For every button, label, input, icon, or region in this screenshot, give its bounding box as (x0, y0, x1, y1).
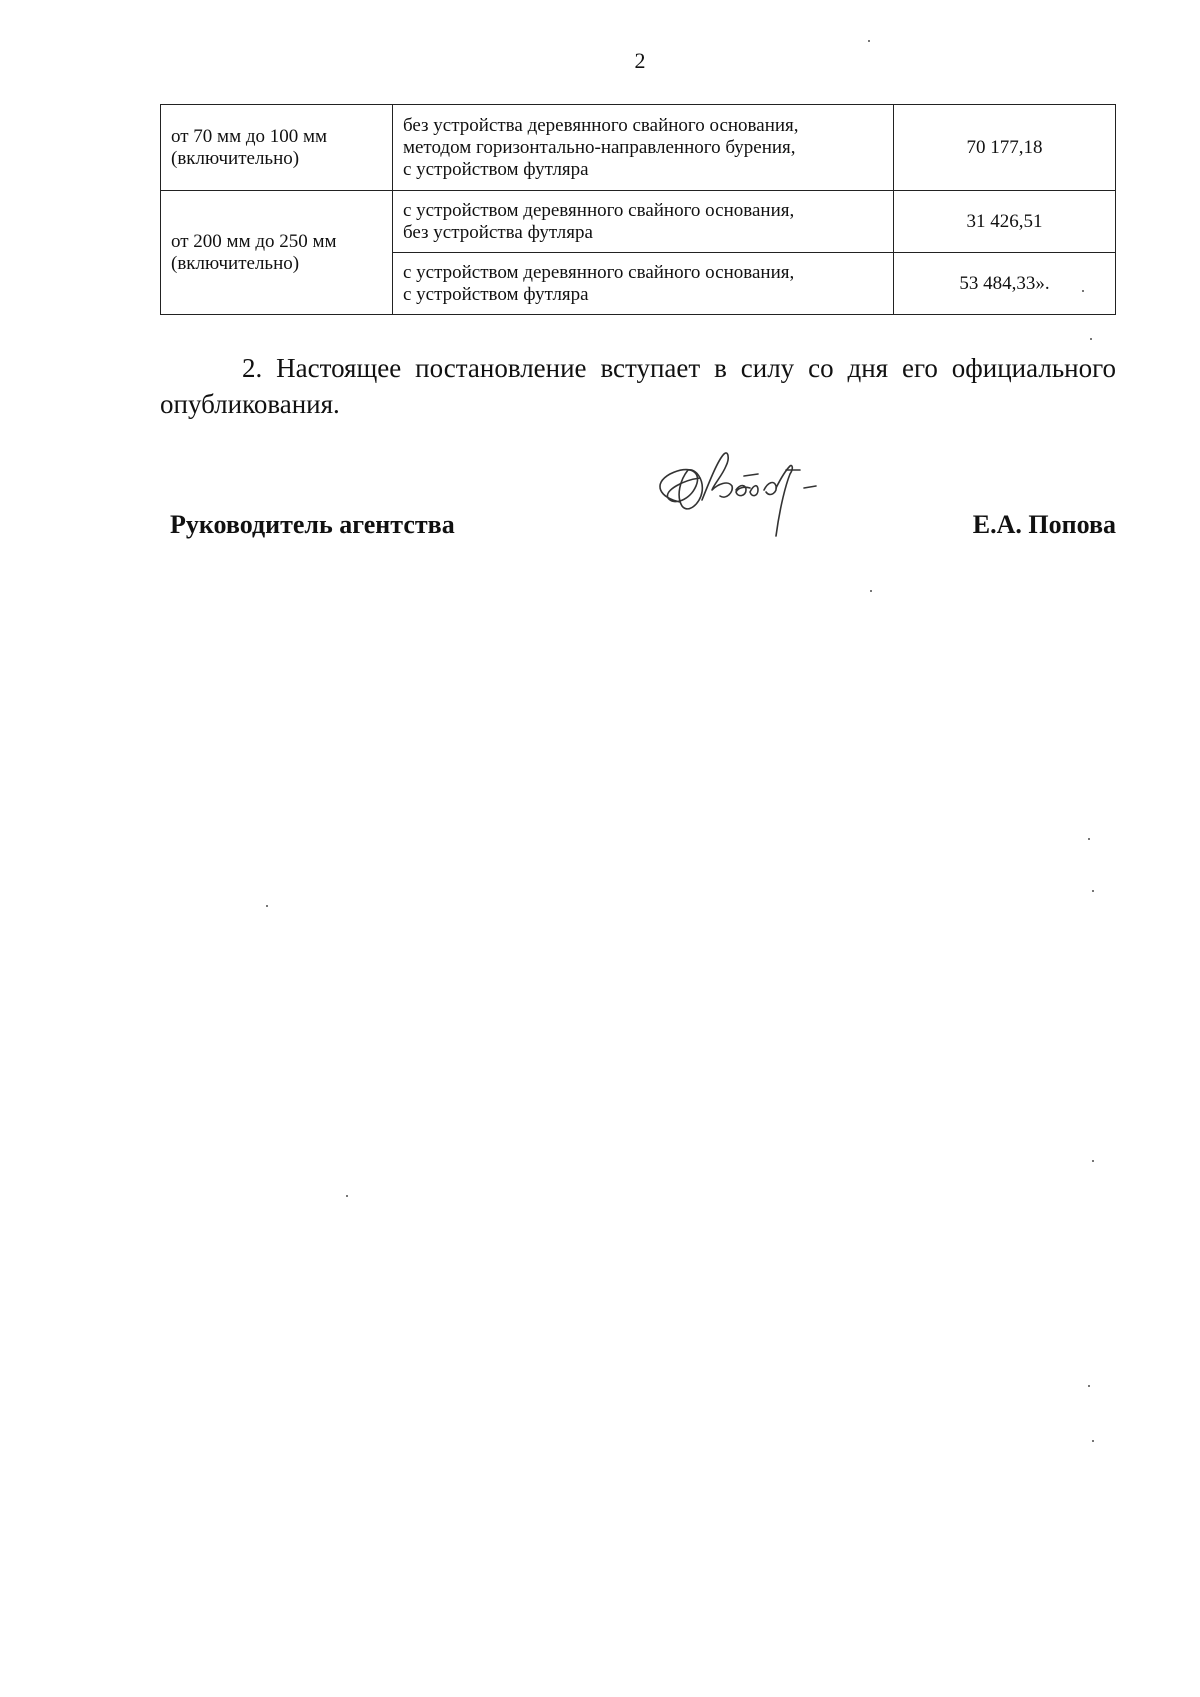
method-line: без устройства деревянного свайного основания, (402, 114, 799, 136)
diameter-line: (включительно) (171, 147, 300, 169)
signatory-title: Руководитель агентства (170, 510, 455, 539)
signatory-name: Е.А. Попова (972, 510, 1116, 539)
page-number: 2 (634, 48, 646, 73)
method-cell (392, 191, 893, 253)
method-line: методом горизонтально-направленного бурения, (402, 136, 796, 158)
scan-speck (870, 590, 872, 592)
scan-speck (1090, 338, 1092, 340)
method-line: с устройством деревянного свайного основания, (402, 261, 795, 283)
diameter-line: от 200 мм до 250 мм (171, 230, 337, 252)
tariff-table (160, 104, 1116, 315)
diameter-cell (161, 191, 393, 315)
method-cell (392, 253, 893, 315)
price-cell: 53 484,33». (894, 253, 1116, 315)
table-row (161, 105, 1116, 191)
scan-speck (346, 1195, 348, 1197)
effective-date-paragraph: 2. Настоящее постановление вступает в силу со дня его официального опубликования. (160, 353, 1116, 419)
diameter-line: (включительно) (171, 252, 300, 274)
method-line: с устройством футляра (402, 158, 589, 180)
scan-speck (868, 40, 870, 42)
price-cell: 70 177,18 (894, 105, 1116, 191)
diameter-cell (161, 105, 393, 191)
method-cell (392, 105, 893, 191)
scan-speck (1092, 1160, 1094, 1162)
price-cell: 31 426,51 (894, 191, 1116, 253)
method-line: с устройством футляра (402, 283, 589, 305)
scan-speck (1088, 838, 1090, 840)
table-row (161, 191, 1116, 253)
scan-speck (266, 905, 268, 907)
method-line: с устройством деревянного свайного основания, (402, 199, 795, 221)
method-line: без устройства футляра (402, 221, 593, 243)
scan-speck (1082, 290, 1084, 292)
scan-speck (1092, 890, 1094, 892)
scan-speck (1088, 1385, 1090, 1387)
handwritten-signature (640, 440, 840, 550)
scan-speck (1092, 1440, 1094, 1442)
diameter-line: от 70 мм до 100 мм (171, 125, 328, 147)
